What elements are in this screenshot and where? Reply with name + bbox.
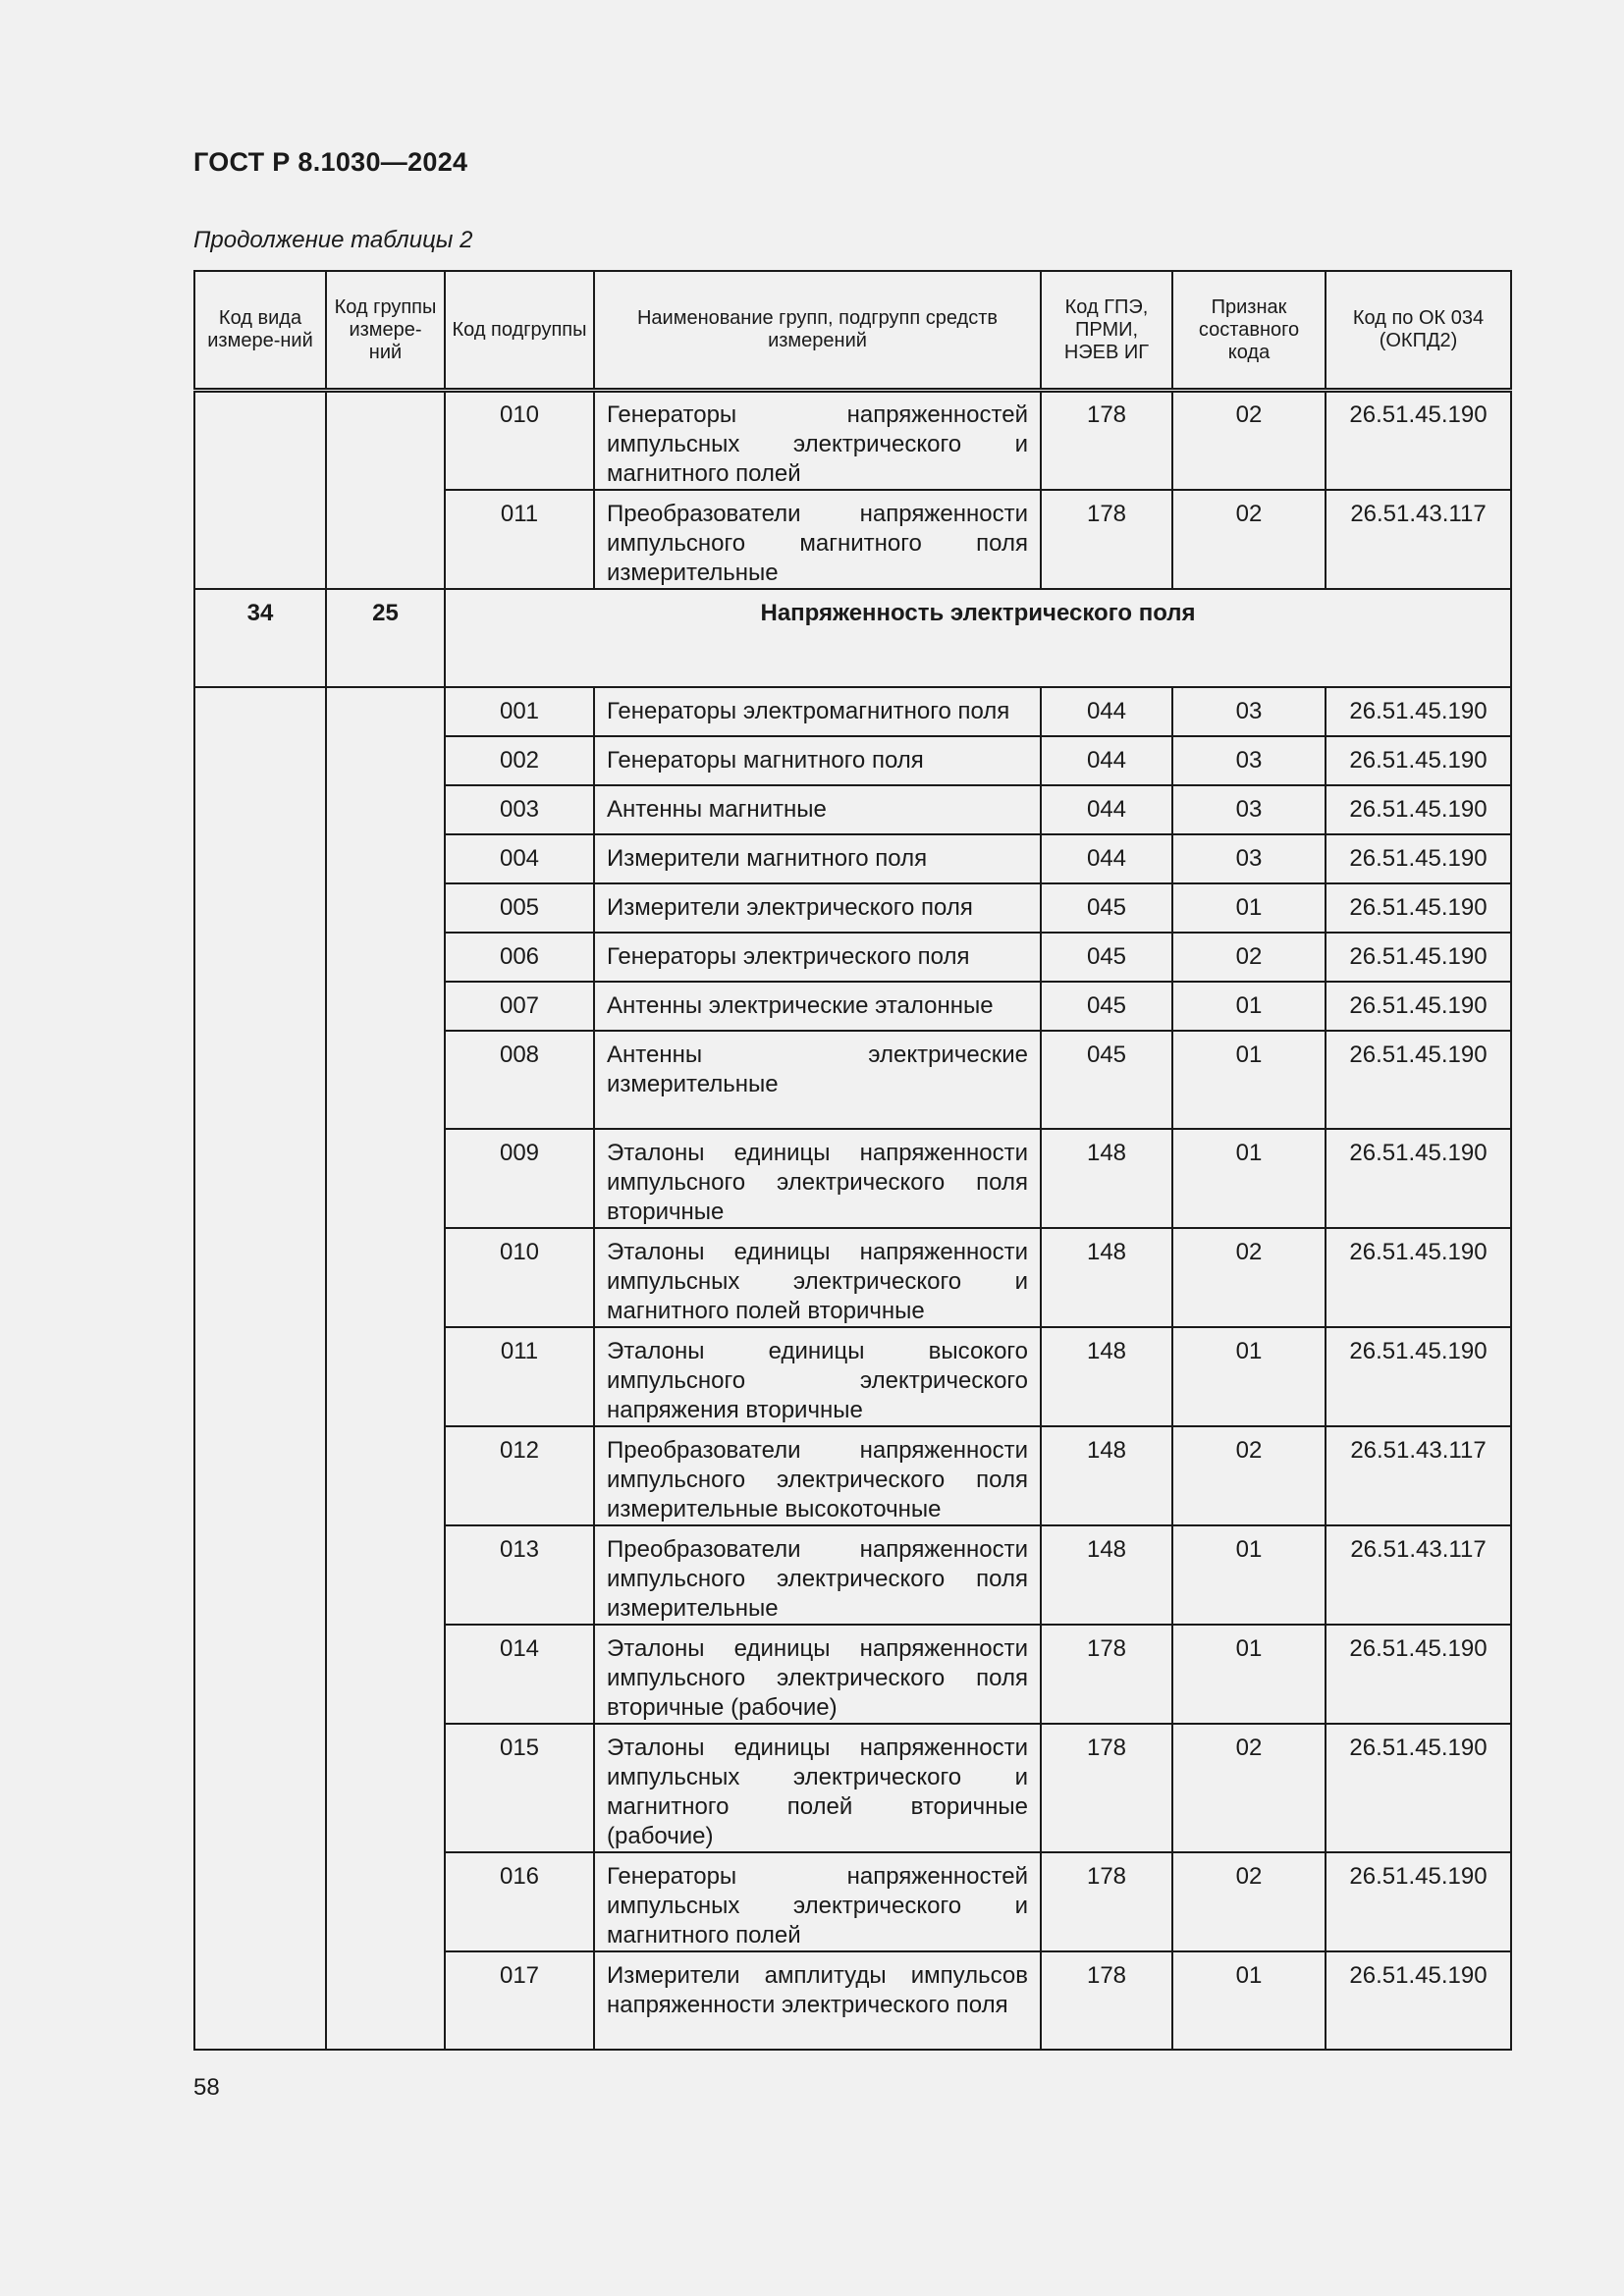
gpe-code-cell: 178: [1041, 391, 1172, 491]
subgroup-code-cell: 008: [445, 1031, 594, 1129]
name-cell: Эталоны единицы высокого импульсного электрического напряжения вторичные: [594, 1327, 1041, 1426]
okpd2-code-cell: 26.51.45.190: [1326, 1327, 1511, 1426]
subgroup-code-cell: 005: [445, 883, 594, 933]
gpe-code-cell: 148: [1041, 1426, 1172, 1525]
okpd2-code-cell: 26.51.45.190: [1326, 1129, 1511, 1228]
gpe-code-cell: 045: [1041, 883, 1172, 933]
gpe-code-cell: 178: [1041, 490, 1172, 589]
subgroup-code-cell: 006: [445, 933, 594, 982]
okpd2-code-cell: 26.51.45.190: [1326, 1228, 1511, 1327]
name-cell: Антенны электрические измерительные: [594, 1031, 1041, 1129]
col-header-okpd2-code: Код по ОК 034 (ОКПД2): [1326, 271, 1511, 391]
section-row: [194, 589, 1511, 687]
okpd2-code-cell: 26.51.45.190: [1326, 1625, 1511, 1724]
gpe-code-cell: 178: [1041, 1724, 1172, 1852]
name-cell: Генераторы электромагнитного поля: [594, 687, 1041, 736]
name-cell: Эталоны единицы напряженности импульсного электрического поля вторичные (рабочие): [594, 1625, 1041, 1724]
gpe-code-cell: 044: [1041, 834, 1172, 883]
gpe-code-cell: 148: [1041, 1129, 1172, 1228]
subgroup-code-cell: 012: [445, 1426, 594, 1525]
okpd2-code-cell: 26.51.45.190: [1326, 1031, 1511, 1129]
gpe-code-cell: 178: [1041, 1852, 1172, 1951]
gpe-code-cell: 045: [1041, 982, 1172, 1031]
composite-sign-cell: 03: [1172, 834, 1326, 883]
okpd2-code-cell: 26.51.45.190: [1326, 933, 1511, 982]
okpd2-code-cell: 26.51.45.190: [1326, 982, 1511, 1031]
name-cell: Преобразователи напряженности импульсного электрического поля измерительные высокоточные: [594, 1426, 1041, 1525]
name-cell: Генераторы магнитного поля: [594, 736, 1041, 785]
subgroup-code-cell: 016: [445, 1852, 594, 1951]
composite-sign-cell: 02: [1172, 1852, 1326, 1951]
col-header-gpe-code: Код ГПЭ, ПРМИ, НЭЕВ ИГ: [1041, 271, 1172, 391]
okpd2-code-cell: 26.51.45.190: [1326, 1724, 1511, 1852]
okpd2-code-cell: 26.51.45.190: [1326, 391, 1511, 491]
name-cell: Измерители магнитного поля: [594, 834, 1041, 883]
subgroup-code-cell: 013: [445, 1525, 594, 1625]
gpe-code-cell: 148: [1041, 1327, 1172, 1426]
name-cell: Генераторы электрического поля: [594, 933, 1041, 982]
subgroup-code-cell: 003: [445, 785, 594, 834]
name-cell: Антенны магнитные: [594, 785, 1041, 834]
composite-sign-cell: 01: [1172, 1525, 1326, 1625]
composite-sign-cell: 01: [1172, 982, 1326, 1031]
name-cell: Измерители амплитуды импульсов напряженности электрического поля: [594, 1951, 1041, 2050]
composite-sign-cell: 02: [1172, 490, 1326, 589]
gpe-code-cell: 178: [1041, 1625, 1172, 1724]
composite-sign-cell: 02: [1172, 391, 1326, 491]
subgroup-code-cell: 011: [445, 1327, 594, 1426]
okpd2-code-cell: 26.51.45.190: [1326, 1951, 1511, 2050]
okpd2-code-cell: 26.51.43.117: [1326, 490, 1511, 589]
section-group-code: 25: [326, 589, 445, 687]
col-header-name: Наименование групп, подгрупп средств измерений: [594, 271, 1041, 391]
table-row: [194, 391, 1511, 491]
name-cell: Антенны электрические эталонные: [594, 982, 1041, 1031]
okpd2-code-cell: 26.51.45.190: [1326, 883, 1511, 933]
name-cell: Преобразователи напряженности импульсного магнитного поля измерительные: [594, 490, 1041, 589]
name-cell: Эталоны единицы напряженности импульсных электрического и магнитного полей вторичные (рабочие): [594, 1724, 1041, 1852]
composite-sign-cell: 01: [1172, 1031, 1326, 1129]
composite-sign-cell: 03: [1172, 687, 1326, 736]
classification-table: [193, 270, 1512, 2051]
composite-sign-cell: 02: [1172, 1426, 1326, 1525]
kind-code-cell: [194, 391, 326, 590]
document-title: ГОСТ Р 8.1030—2024: [193, 147, 468, 177]
subgroup-code-cell: 001: [445, 687, 594, 736]
okpd2-code-cell: 26.51.45.190: [1326, 687, 1511, 736]
section-title: Напряженность электрического поля: [445, 589, 1511, 687]
group-code-cell: [326, 687, 445, 2050]
gpe-code-cell: 044: [1041, 785, 1172, 834]
name-cell: Эталоны единицы напряженности импульсного электрического поля вторичные: [594, 1129, 1041, 1228]
subgroup-code-cell: 004: [445, 834, 594, 883]
composite-sign-cell: 03: [1172, 785, 1326, 834]
okpd2-code-cell: 26.51.43.117: [1326, 1426, 1511, 1525]
composite-sign-cell: 01: [1172, 1327, 1326, 1426]
name-cell: Эталоны единицы напряженности импульсных электрического и магнитного полей вторичные: [594, 1228, 1041, 1327]
composite-sign-cell: 02: [1172, 1724, 1326, 1852]
group-code-cell: [326, 391, 445, 590]
okpd2-code-cell: 26.51.45.190: [1326, 785, 1511, 834]
gpe-code-cell: 178: [1041, 1951, 1172, 2050]
composite-sign-cell: 01: [1172, 1951, 1326, 2050]
gpe-code-cell: 045: [1041, 933, 1172, 982]
col-header-subgroup-code: Код подгруппы: [445, 271, 594, 391]
okpd2-code-cell: 26.51.45.190: [1326, 736, 1511, 785]
gpe-code-cell: 044: [1041, 687, 1172, 736]
gpe-code-cell: 044: [1041, 736, 1172, 785]
gpe-code-cell: 045: [1041, 1031, 1172, 1129]
subgroup-code-cell: 017: [445, 1951, 594, 2050]
table-row: [194, 687, 1511, 736]
col-header-group-code: Код группы измере-ний: [326, 271, 445, 391]
subgroup-code-cell: 010: [445, 391, 594, 491]
section-kind-code: 34: [194, 589, 326, 687]
name-cell: Измерители электрического поля: [594, 883, 1041, 933]
composite-sign-cell: 01: [1172, 883, 1326, 933]
subgroup-code-cell: 015: [445, 1724, 594, 1852]
section-body: [194, 687, 1511, 2050]
okpd2-code-cell: 26.51.43.117: [1326, 1525, 1511, 1625]
subgroup-code-cell: 014: [445, 1625, 594, 1724]
subgroup-code-cell: 010: [445, 1228, 594, 1327]
subgroup-code-cell: 007: [445, 982, 594, 1031]
composite-sign-cell: 02: [1172, 1228, 1326, 1327]
table-caption: Продолжение таблицы 2: [193, 227, 473, 253]
okpd2-code-cell: 26.51.45.190: [1326, 1852, 1511, 1951]
name-cell: Генераторы напряженностей импульсных электрического и магнитного полей: [594, 1852, 1041, 1951]
composite-sign-cell: 02: [1172, 933, 1326, 982]
composite-sign-cell: 01: [1172, 1129, 1326, 1228]
name-cell: Генераторы напряженностей импульсных электрического и магнитного полей: [594, 391, 1041, 491]
subgroup-code-cell: 009: [445, 1129, 594, 1228]
col-header-kind-code: Код вида измере-ний: [194, 271, 326, 391]
page-number: 58: [193, 2074, 220, 2101]
composite-sign-cell: 01: [1172, 1625, 1326, 1724]
table-header-row: [194, 271, 1511, 391]
gpe-code-cell: 148: [1041, 1228, 1172, 1327]
name-cell: Преобразователи напряженности импульсного электрического поля измерительные: [594, 1525, 1041, 1625]
composite-sign-cell: 03: [1172, 736, 1326, 785]
subgroup-code-cell: 002: [445, 736, 594, 785]
kind-code-cell: [194, 687, 326, 2050]
col-header-composite-sign: Признак составного кода: [1172, 271, 1326, 391]
gpe-code-cell: 148: [1041, 1525, 1172, 1625]
subgroup-code-cell: 011: [445, 490, 594, 589]
okpd2-code-cell: 26.51.45.190: [1326, 834, 1511, 883]
